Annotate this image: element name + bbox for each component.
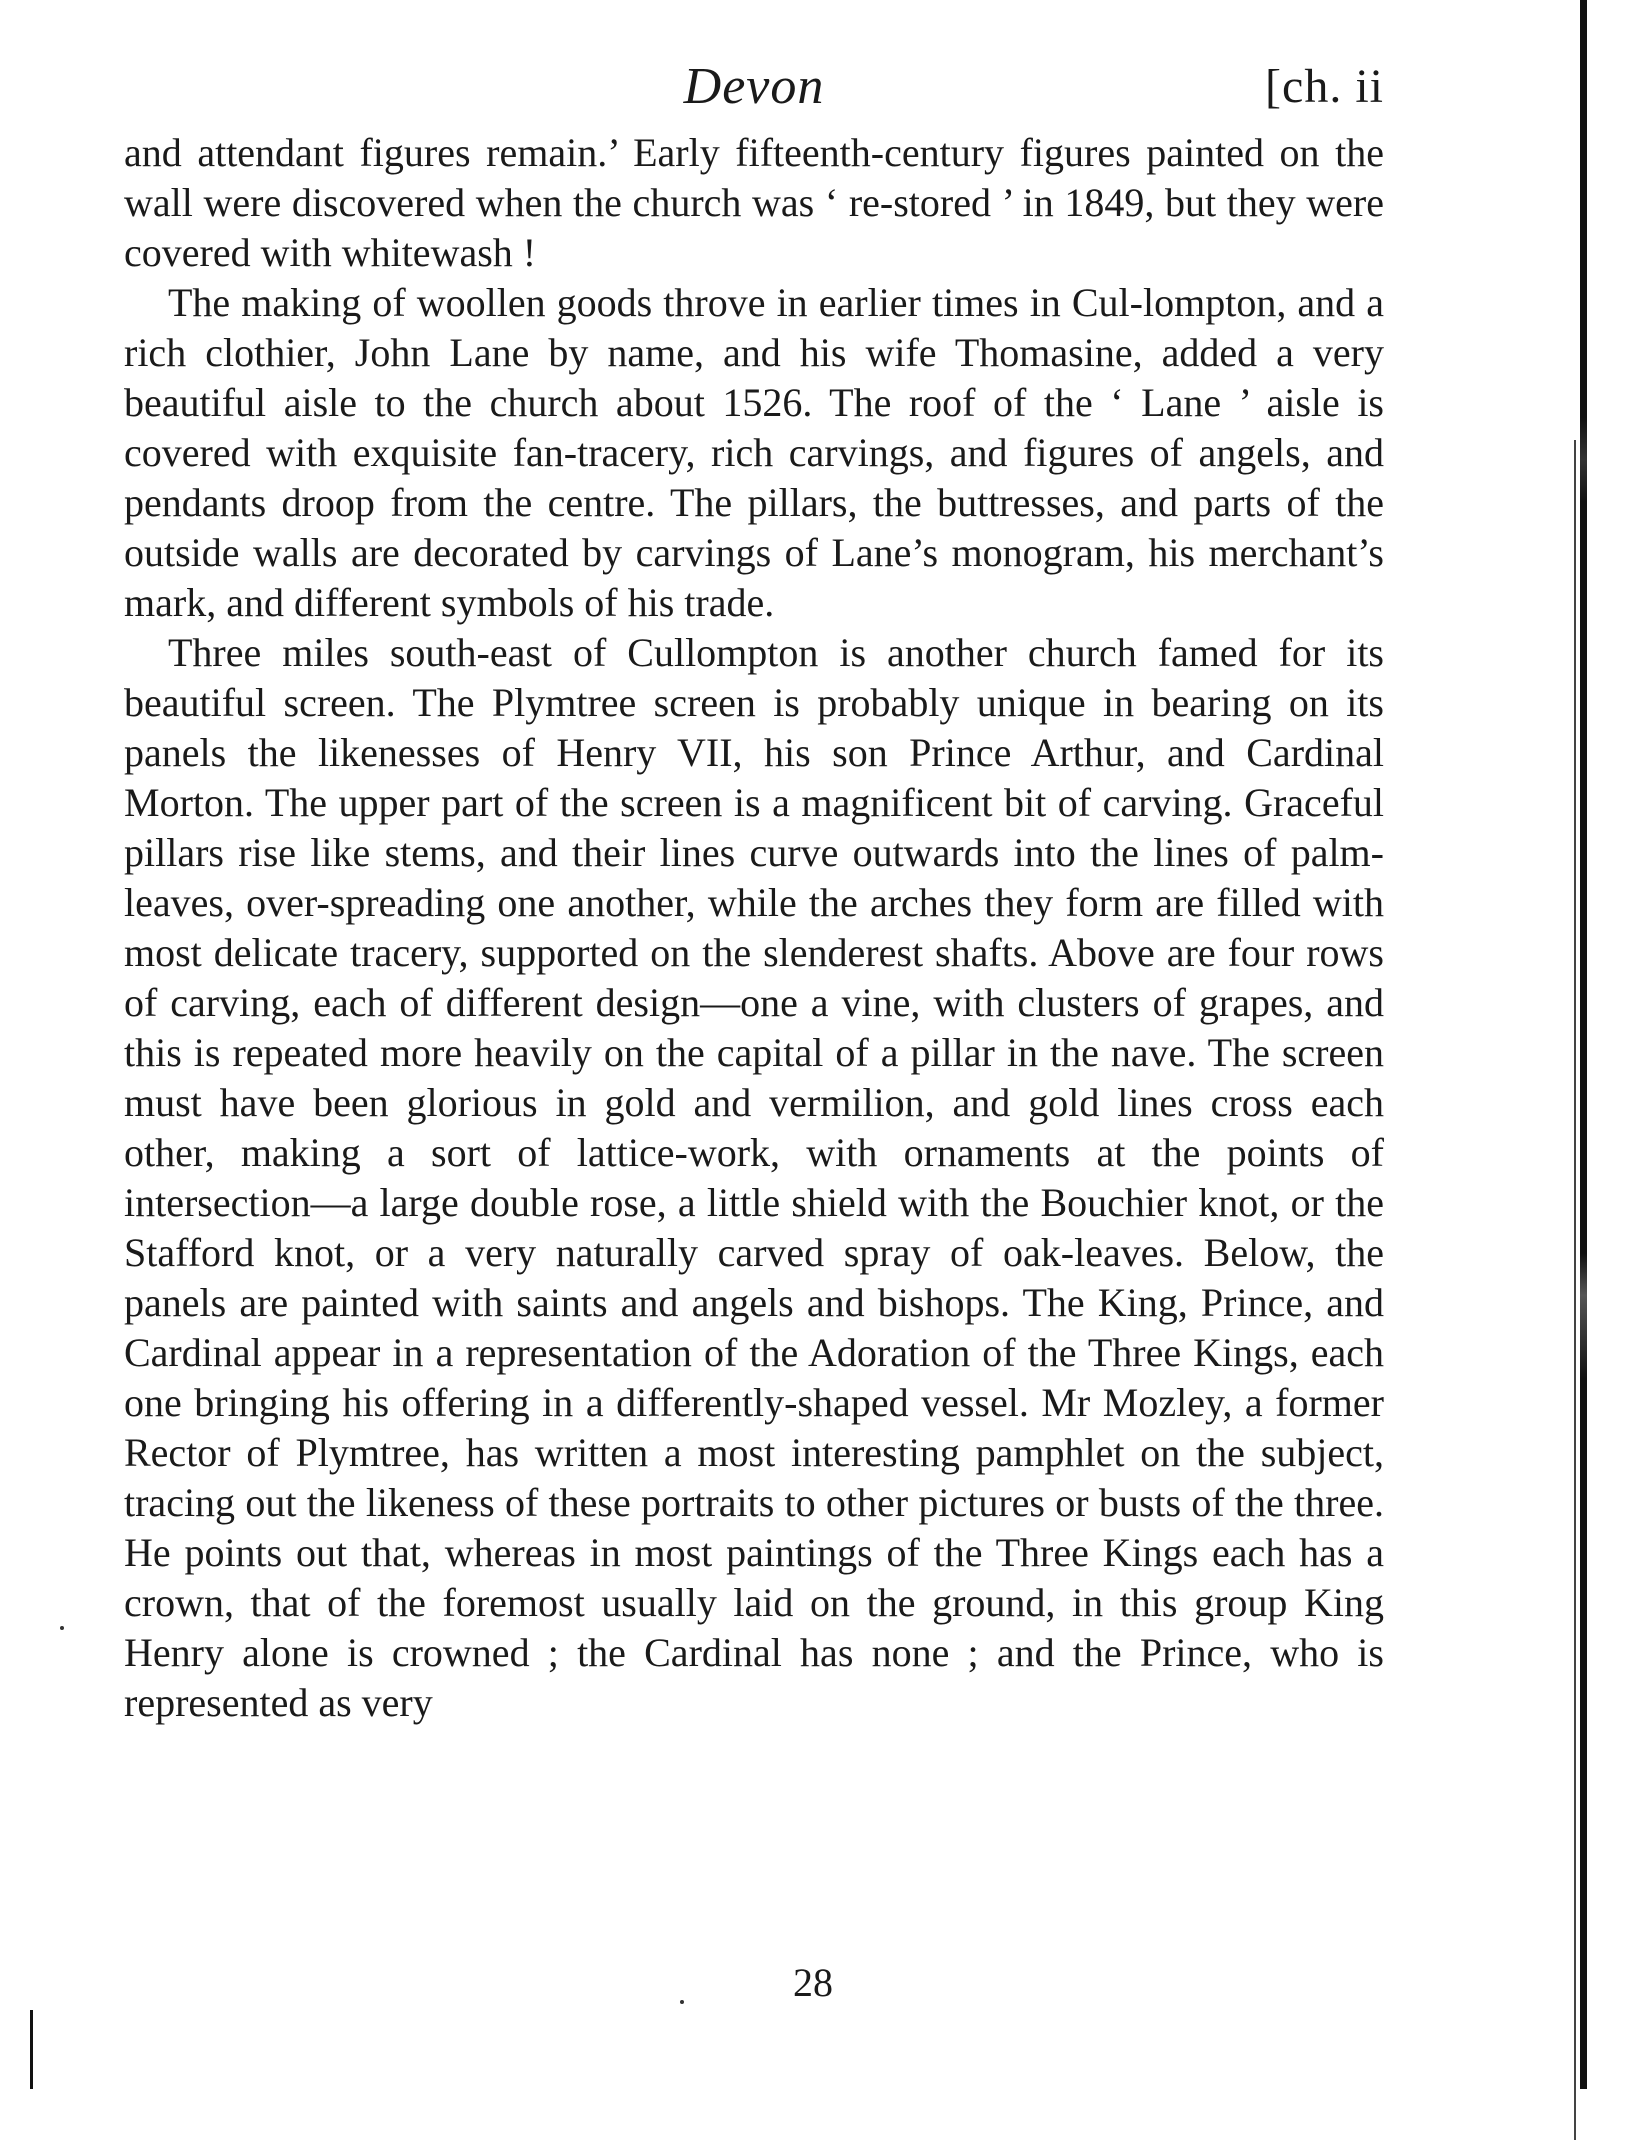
paragraph-2: The making of woollen goods throve in earlier times in Cul-lompton, and a rich clothier, John Lane by name, and his wife Thomasine, added a very beautiful aisle to the church about 1526. The roof of the ‘ Lane ’ aisle is covered with exquisite fan-tracery, rich carvings, and figures of angels, and pendants droop from the centre. The pillars, the buttresses, and parts of the outside walls are decorated by carvings of Lane’s monogram, his merchant’s mark, and different symbols of his trade. <box>124 280 1384 625</box>
paragraph-1: and attendant figures remain.’ Early fifteenth-century figures painted on the wall were discovered when the church was ‘ re-stored ’ in 1849, but they were covered with whitewash ! <box>124 130 1384 275</box>
paragraph-3: Three miles south-east of Cullompton is another church famed for its beautiful screen. The Plymtree screen is probably unique in bearing on its panels the likenesses of Henry VII, his son Prince Arthur, and Cardinal Morton. The upper part of the screen is a magnificent bit of carving. Graceful pillars rise like stems, and their lines curve outwards into the lines of palm-leaves, over-spreading one another, while the arches they form are filled with most delicate tracery, supported on the slenderest shafts. Above are four rows of carving, each of different design—one a vine, with clusters of grapes, and this is repeated more heavily on the capital of a pillar in the nave. The screen must have been glorious in gold and vermilion, and gold lines cross each other, making a sort of lattice-work, with ornaments at the points of intersection—a large double rose, a little shield with the Bouchier knot, or the Stafford knot, or a very naturally carved spray of oak-leaves. Below, the panels are painted with saints and angels and bishops. The King, Prince, and Cardinal appear in a representation of the Adoration of the Three Kings, each one bringing his offering in a differently-shaped vessel. Mr Mozley, a former Rector of Plymtree, has written a most interesting pamphlet on the subject, tracing out the likeness of these portraits to other pictures or busts of the three. He points out that, whereas in most paintings of the Three Kings each has a crown, that of the foremost usually laid on the ground, in this group King Henry alone is crowned ; the Cardinal has none ; and the Prince, who is represented as very <box>124 630 1384 1725</box>
body-text <box>124 128 1384 1728</box>
page-number: 28 <box>793 1960 833 2005</box>
running-title: Devon <box>683 58 825 115</box>
scan-speck <box>60 1626 64 1630</box>
scan-mark <box>30 2010 33 2089</box>
page-header <box>124 52 1384 122</box>
binding-edge-shadow <box>1574 440 1576 2140</box>
binding-edge <box>1580 0 1587 2089</box>
scan-speck <box>680 2000 684 2004</box>
chapter-reference: [ch. ii <box>1265 60 1384 113</box>
